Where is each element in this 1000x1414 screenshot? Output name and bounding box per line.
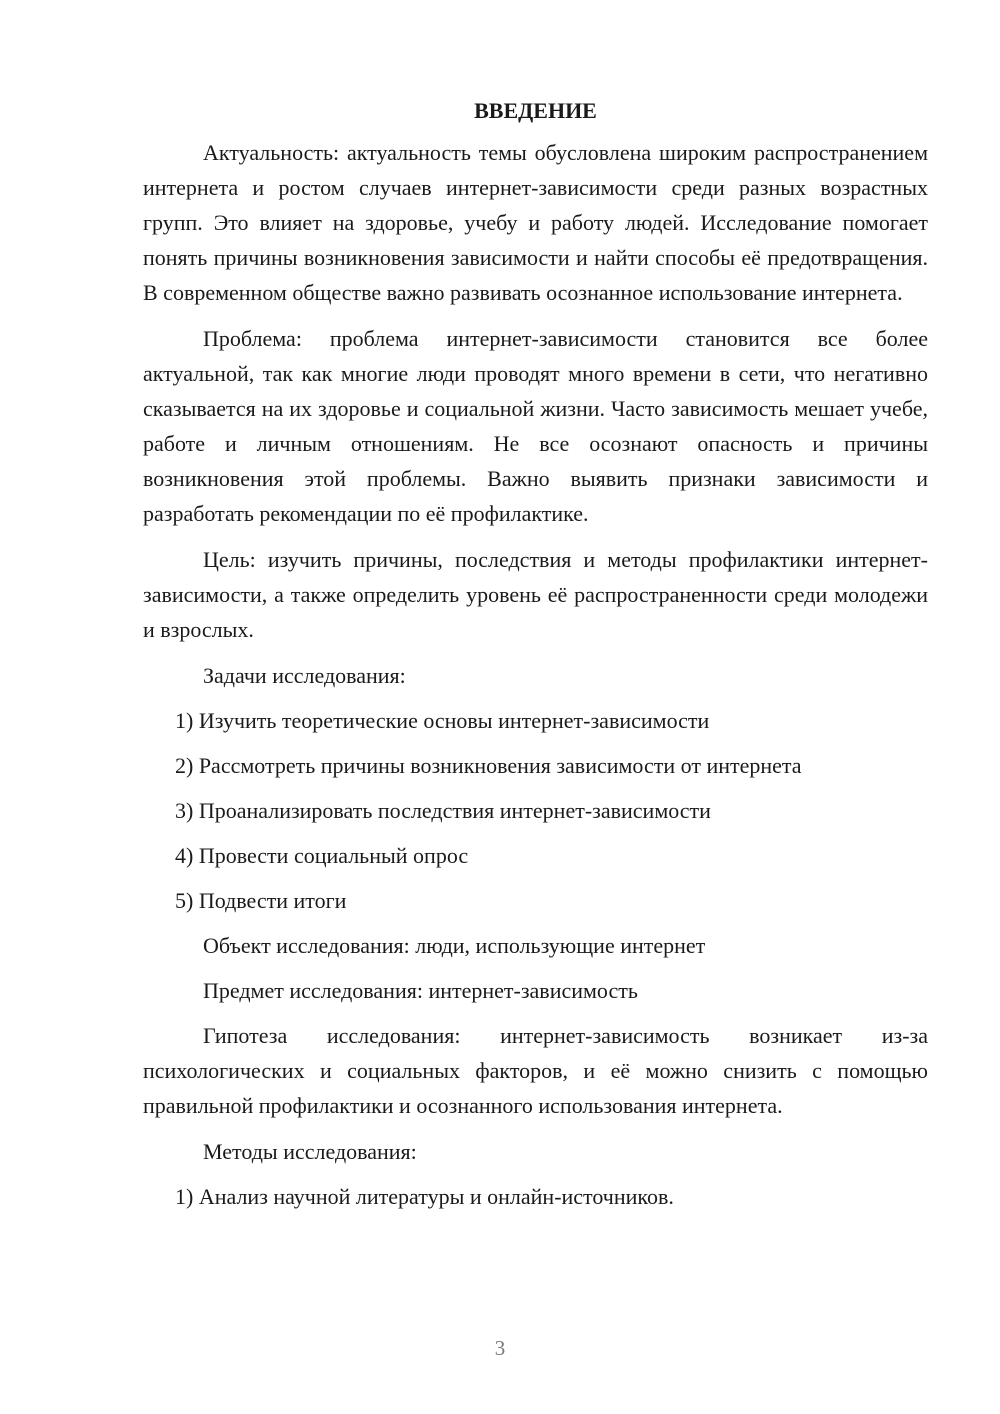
relevance-paragraph: Актуальность: актуальность темы обусловлена широким распространением интернета и ростом случаев интернет-зависимости среди разных возрастных групп. Это влияет на здоровье, учебу и работу людей. Исследование помогает понять причины возникновения зависимости и найти способы её предотвращения. В современном обществе важно развивать осознанное использование интернета. — [143, 140, 928, 305]
section-heading: ВВЕДЕНИЕ — [474, 98, 597, 123]
method-item: 1) Анализ научной литературы и онлайн-источников. — [175, 1184, 674, 1209]
task-item: 1) Изучить теоретические основы интернет-зависимости — [175, 708, 710, 733]
research-object: Объект исследования: люди, использующие интернет — [203, 933, 706, 958]
document-page — [143, 96, 928, 1224]
goal-paragraph: Цель: изучить причины, последствия и методы профилактики интернет-зависимости, а также определить уровень её распространенности среди молодежи и взрослых. — [143, 547, 928, 642]
task-item: 4) Провести социальный опрос — [175, 843, 469, 868]
task-item: 2) Рассмотреть причины возникновения зависимости от интернета — [175, 753, 802, 778]
page-number: 3 — [494, 1336, 506, 1360]
hypothesis-paragraph: Гипотеза исследования: интернет-зависимость возникает из-за психологических и социальных факторов, и её можно снизить с помощью правильной профилактики и осознанного использования интернета. — [143, 1023, 928, 1118]
methods-title: Методы исследования: — [203, 1139, 417, 1164]
tasks-title: Задачи исследования: — [203, 663, 406, 688]
task-item: 5) Подвести итоги — [175, 888, 347, 913]
problem-paragraph: Проблема: проблема интернет-зависимости становится все более актуальной, так как многие люди проводят много времени в сети, что негативно сказывается на их здоровье и социальной жизни. Часто зависимость мешает учебе, работе и личным отношениям. Не все осознают опасность и причины возникновения этой проблемы. Важно выявить признаки зависимости и разработать рекомендации по её профилактике. — [143, 326, 928, 526]
task-item: 3) Проанализировать последствия интернет-зависимости — [175, 798, 711, 823]
research-subject: Предмет исследования: интернет-зависимость — [203, 978, 638, 1003]
